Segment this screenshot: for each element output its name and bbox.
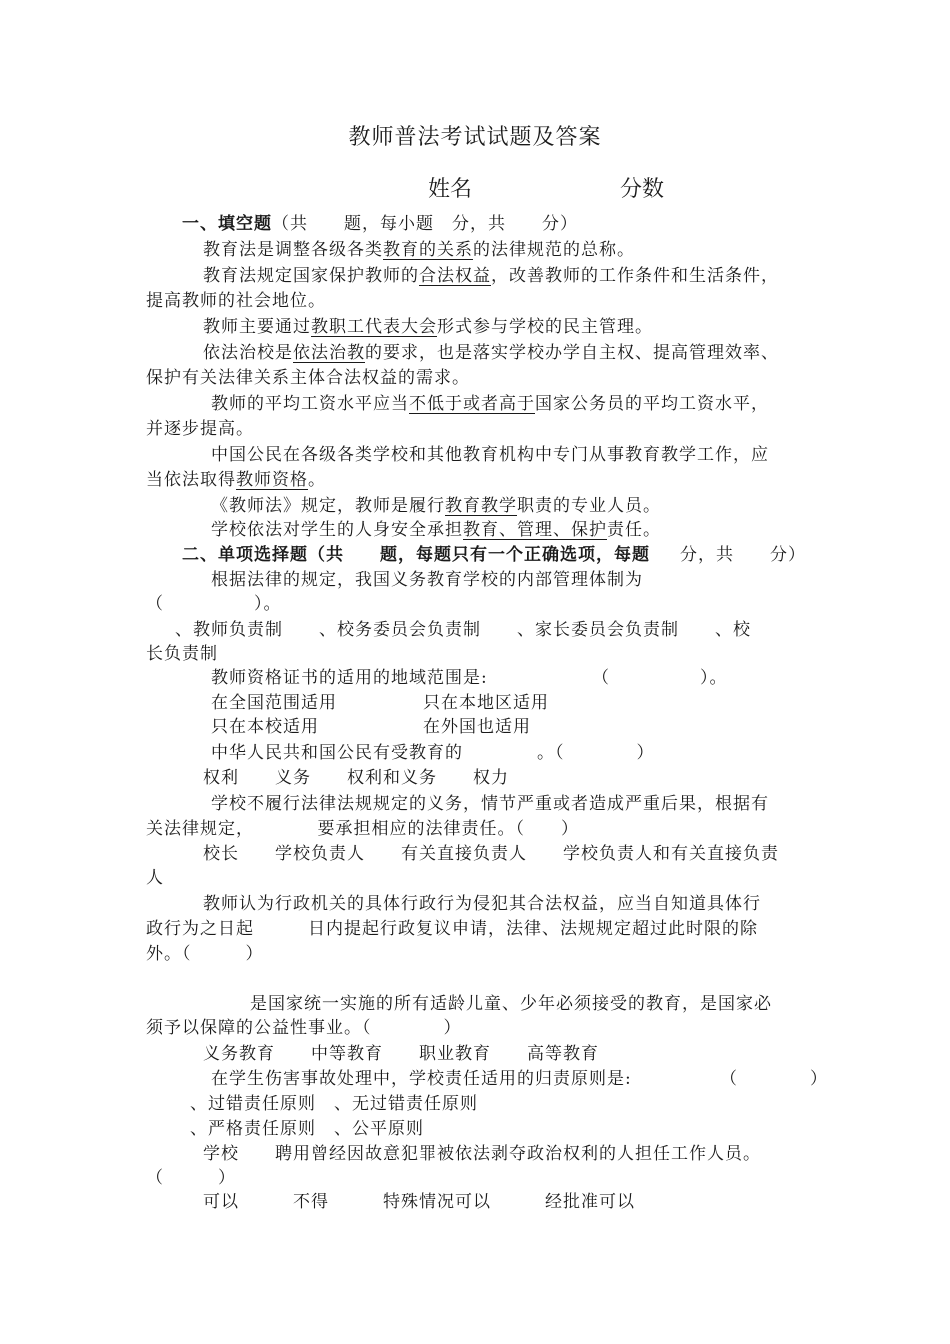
choice-q3-paren: 。（ ） [537,743,655,763]
choice-q6-stem-cont: 须予以保障的公益性事业。（ ） [146,1018,462,1038]
fill-q1 [203,238,635,262]
text: 教师主要通过 [203,317,311,337]
answer: 不低于或者高于 [409,394,535,414]
text: 《教师法》规定，教师是履行 [211,496,445,516]
fill-q6: 中国公民在各级各类学校和其他教育机构中专门从事教育教学工作，应 [211,445,769,465]
fill-q7 [211,494,661,518]
text: 国家公务员的平均工资水平， [535,394,769,414]
score-label: 分数 [620,177,665,202]
choice-q1-options-cont: 长负责制 [146,644,218,664]
choice-q6-options: 义务教育 中等教育 职业教育 高等教育 [203,1044,599,1064]
section2-meta: 分，共 分） [680,545,806,565]
fill-q8 [211,518,661,542]
choice-q7-stem: 在学生伤害事故处理中，学校责任适用的归责原则是: [211,1069,632,1089]
fill-q4 [203,341,779,365]
choice-q2-option-d: 在外国也适用 [423,717,531,737]
fill-q2-cont: 提高教师的社会地位。 [146,291,326,311]
fill-q4-cont: 保护有关法律关系主体合法权益的需求。 [146,368,470,388]
answer: 合法权益 [419,266,491,286]
choice-q7-paren: （ ） [720,1069,828,1089]
text: 学校依法对学生的人身安全承担 [211,520,463,540]
text: 教师的平均工资水平应当 [211,394,409,414]
choice-q4-stem: 学校不履行法律法规规定的义务，情节严重或者造成严重后果，根据有 [211,794,769,814]
choice-q8-options: 可以 不得 特殊情况可以 经批准可以 [203,1192,635,1212]
answer: 教育教学 [445,496,517,516]
text: 当依法取得 [146,470,236,490]
fill-q3 [203,315,653,339]
choice-q2-option-b: 只在本地区适用 [423,693,549,713]
text: 责任。 [607,520,661,540]
choice-q4-stem-cont: 关法律规定， 要承担相应的法律责任。（ ） [146,819,579,839]
choice-q1-stem: 根据法律的规定，我国义务教育学校的内部管理体制为 [211,570,643,590]
choice-q4-options: 校长 学校负责人 有关直接负责人 学校负责人和有关直接负责 [203,844,779,864]
section1-meta: （共 题，每小题 分，共 分） [272,214,578,234]
choice-q1-options: 、教师负责制 、校务委员会负责制 、家长委员会负责制 、校 [175,620,751,640]
choice-q8-stem: 学校 聘用曾经因故意犯罪被依法剥夺政治权利的人担任工作人员。 [203,1144,761,1164]
section1-heading-line [182,212,578,236]
text: 的要求，也是落实学校办学自主权、提高管理效率、 [365,343,779,363]
choice-q2-option-a: 在全国范围适用 [211,693,337,713]
choice-q6-stem: 是国家统一实施的所有适龄儿童、少年必须接受的教育，是国家必 [250,994,772,1014]
choice-q5-stem: 教师认为行政机关的具体行政行为侵犯其合法权益，应当自知道具体行 [203,894,761,914]
text: 职责的专业人员。 [517,496,661,516]
choice-q8-paren: （ ） [146,1168,236,1188]
choice-q5-stem-cont: 政行为之日起 日内提起行政复议申请，法律、法规规定超过此时限的除 [146,919,758,939]
answer: 教育的关系 [383,240,473,260]
choice-q7-options-b: 、严格责任原则 、公平原则 [190,1119,424,1139]
answer: 教职工代表大会 [311,317,437,337]
fill-q5 [211,392,769,416]
choice-q3-options: 权利 义务 权利和义务 权力 [203,768,509,788]
choice-q2-stem: 教师资格证书的适用的地域范围是: [211,668,488,688]
choice-q1-paren: （ ）。 [146,594,282,614]
choice-q5-stem-end: 外。（ ） [146,944,264,964]
choice-q2-option-c: 只在本校适用 [211,717,319,737]
section1-heading: 一、填空题 [182,214,272,234]
choice-q7-options-a: 、过错责任原则 、无过错责任原则 [190,1094,478,1114]
answer: 依法治教 [293,343,365,363]
section2-heading-line [182,543,806,567]
answer: 教师资格 [236,470,308,490]
choice-q2-paren: （ ）。 [592,668,728,688]
answer: 教育、管理、保护 [463,520,607,540]
fill-q5-cont: 并逐步提高。 [146,419,254,439]
text: 教育法规定国家保护教师的 [203,266,419,286]
name-label: 姓名 [428,177,473,202]
text: 。 [308,470,326,490]
choice-q4-options-cont: 人 [146,868,164,888]
text: 依法治校是 [203,343,293,363]
page-title: 教师普法考试试题及答案 [348,125,602,150]
text: ，改善教师的工作条件和生活条件， [491,266,779,286]
choice-q3-stem: 中华人民共和国公民有受教育的 [211,743,463,763]
fill-q2 [203,264,779,288]
text: 形式参与学校的民主管理。 [437,317,653,337]
fill-q6-cont [146,468,326,492]
text: 教育法是调整各级各类 [203,240,383,260]
text: 的法律规范的总称。 [473,240,635,260]
section2-heading: 二、单项选择题（共 题，每题只有一个正确选项，每题 [182,545,650,565]
